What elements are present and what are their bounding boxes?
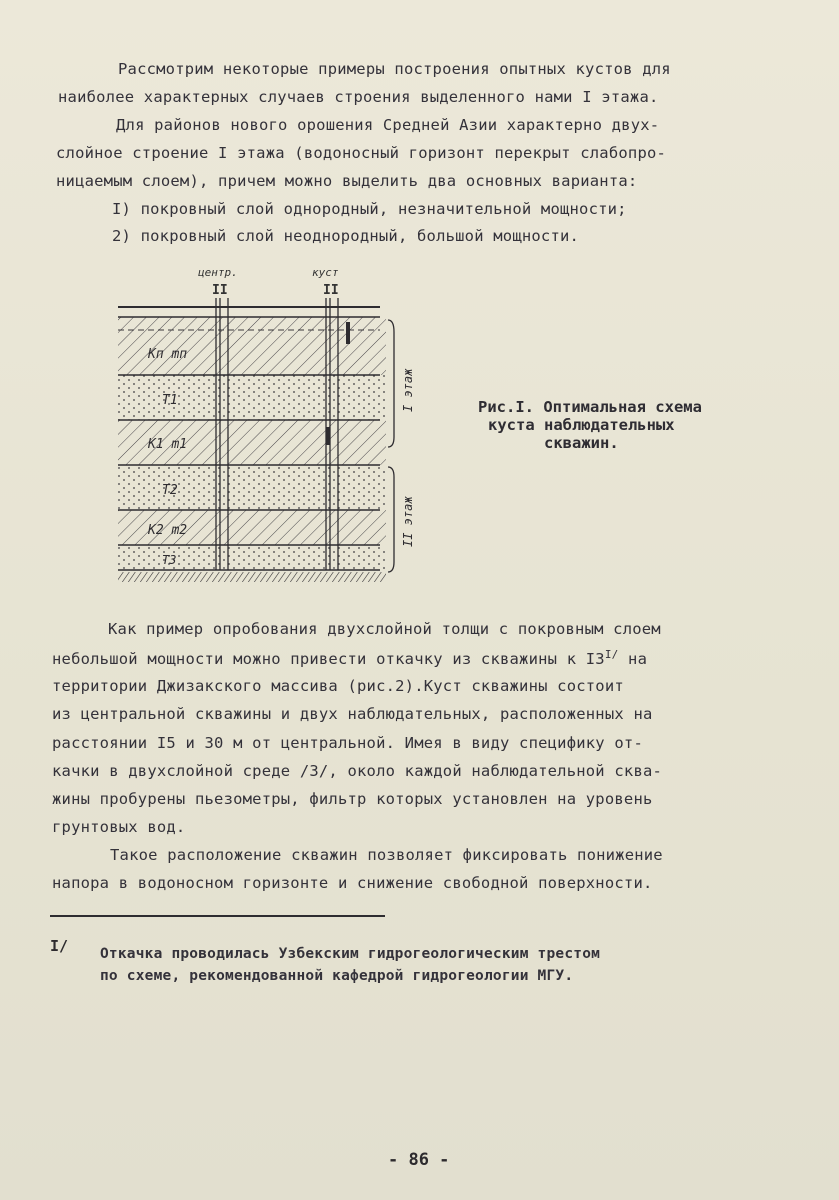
layer-label: Kп mп	[148, 347, 188, 362]
cluster-well-label: куст	[312, 266, 339, 279]
layer-label: K1 m1	[148, 437, 188, 452]
text-line: качки в двухслойной среде /3/, около каждой наблюдательной сква-	[52, 762, 663, 780]
footnote-line: по схеме, рекомендованной кафедрой гидрогеологии МГУ.	[100, 968, 574, 984]
layer-t3	[118, 545, 386, 570]
page-number: - 86 -	[388, 1150, 450, 1170]
layer-label: T2	[162, 483, 178, 498]
text-line: наиболее характерных случаев строения выделенного нами I этажа.	[58, 88, 659, 106]
impermeable-base	[118, 572, 386, 582]
well-filter	[326, 427, 330, 445]
layer-kp	[118, 317, 386, 375]
text-line: ницаемым слоем), причем можно выделить два основных варианта:	[56, 172, 638, 190]
center-well-mark: II	[212, 283, 228, 298]
layer-label: T1	[162, 393, 178, 408]
footnote-reference: I/	[604, 648, 619, 661]
layer-label: T3	[162, 553, 177, 567]
footnote-line: Откачка проводилась Узбекским гидрогеологическим трестом	[100, 946, 601, 962]
text-line: жины пробурены пьезометры, фильтр которых установлен на уровень	[52, 790, 653, 808]
text-line: 2) покровный слой неоднородный, большой мощности.	[112, 227, 580, 245]
text-line: расстоянии I5 и 30 м от центральной. Имея в виду специфику от-	[52, 734, 643, 752]
stage-2-label: II этаж	[401, 496, 415, 547]
center-well-label: центр.	[198, 266, 238, 279]
text-line: Для районов нового орошения Средней Азии характерно двух-	[116, 116, 660, 134]
footnote-marker: I/	[50, 937, 69, 955]
text-line: напора в водоносном горизонте и снижение свободной поверхности.	[52, 874, 653, 892]
cluster-well-mark: II	[323, 283, 339, 298]
piezometer-filter	[346, 322, 350, 344]
stage-1-label: I этаж	[401, 368, 415, 412]
layer-t1	[118, 375, 386, 420]
well-cluster-diagram	[112, 262, 442, 592]
text-line: небольшой мощности можно привести откачку из скважины к $I3^{I/}$ на	[52, 648, 648, 669]
figure-caption-line: скважин.	[544, 434, 619, 452]
figure-caption-line: Рис.I. Оптимальная схема	[478, 398, 702, 416]
layer-label: K2 m2	[148, 523, 188, 538]
text-line: Как пример опробования двухслойной толщи с покровным слоем	[108, 620, 661, 638]
text-line: Рассмотрим некоторые примеры построения опытных кустов для	[118, 60, 671, 78]
text-line: из центральной скважины и двух наблюдательных, расположенных на	[52, 705, 653, 723]
text-line: I) покровный слой однородный, незначительной мощности;	[112, 200, 627, 218]
figure-caption-line: куста наблюдательных	[488, 416, 675, 434]
layer-t2	[118, 465, 386, 510]
text-line: слойное строение I этажа (водоносный горизонт перекрыт слабопро-	[56, 144, 667, 162]
stage-2-bracket	[388, 467, 394, 572]
text-line: Такое расположение скважин позволяет фиксировать понижение	[110, 846, 663, 864]
text-line: территории Джизакского массива (рис.2).Куст скважины состоит	[52, 677, 624, 695]
text-line: грунтовых вод.	[52, 818, 186, 836]
stage-1-bracket	[388, 320, 394, 447]
footnote-rule	[50, 915, 385, 917]
